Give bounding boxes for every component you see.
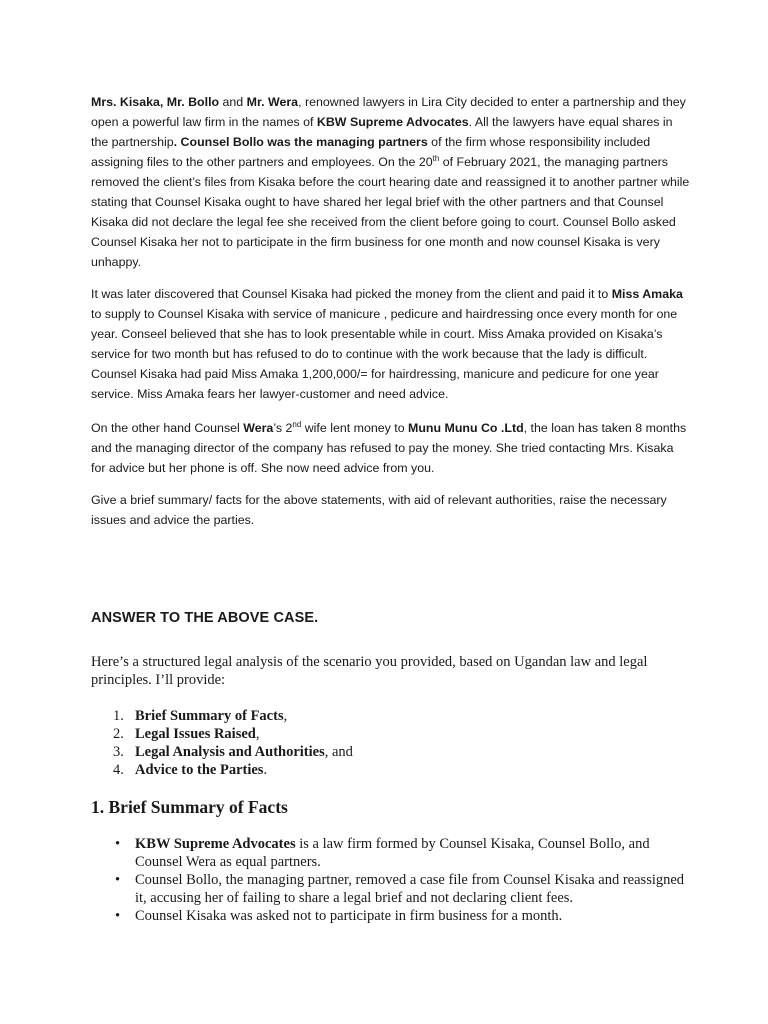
list-item: 2. Legal Issues Raised,: [113, 726, 260, 742]
summary-heading: 1. Brief Summary of Facts: [91, 797, 288, 817]
list-item: • Counsel Kisaka was asked not to participate in firm business for a month.: [115, 908, 563, 924]
bullet-icon: •: [115, 908, 121, 924]
question-paragraph-3: On the other hand Counsel Wera’s 2nd wife lent money to Munu Munu Co .Ltd, the loan has taken 8 months and the managing director of the company has refused to pay the money. She tried contacting Mrs. Kisaka for advice but her phone is off. She now need advice from you.: [91, 419, 687, 475]
bullet-icon: •: [115, 872, 121, 888]
party-name-wera-2: Wera: [243, 421, 274, 435]
bullet-icon: •: [115, 836, 121, 852]
party-name-wera: Mr. Wera: [246, 95, 299, 109]
party-name-amaka: Miss Amaka: [611, 287, 683, 301]
question-instruction: Give a brief summary/ facts for the above statements, with aid of relevant authorities, raise the necessary issues and advice the parties.: [91, 493, 667, 527]
question-paragraph-1: Mrs. Kisaka, Mr. Bollo and Mr. Wera, renowned lawyers in Lira City decided to enter a partnership and they open a powerful law firm in the names of KBW Supreme Advocates. All the lawyers have equal shares in the partnership. Counsel Bollo was the managing partners of the firm whose responsibility included assigning files to the other partners and employees. On the 20th of February 2021, the managing partners removed the client’s files from Kisaka before the court hearing date and reassigned it to another partner while stating that Counsel Kisaka ought to have shared her legal brief with the other partners and that Counsel Kisaka did not declare the legal fee she received from the client before going to court. Counsel Bollo asked Counsel Kisaka her not to participate in the firm business for one month and now counsel Kisaka is very unhappy.: [91, 95, 690, 269]
answer-intro: Here’s a structured legal analysis of the scenario you provided, based on Ugandan law and legal principles. I’ll provide:: [91, 654, 648, 688]
list-item: • Counsel Bollo, the managing partner, removed a case file from Counsel Kisaka and reassigned it, accusing her of failing to share a legal brief and not declaring client fees.: [115, 872, 685, 906]
company-name: Munu Munu Co .Ltd: [408, 421, 524, 435]
party-names: Mrs. Kisaka, Mr. Bollo: [91, 95, 220, 109]
answer-heading: ANSWER TO THE ABOVE CASE.: [91, 610, 319, 626]
managing-partner-statement: . Counsel Bollo was the managing partners: [173, 135, 428, 149]
list-item: 1. Brief Summary of Facts,: [113, 708, 288, 724]
firm-name: KBW Supreme Advocates: [316, 115, 469, 129]
summary-bullet-list: [91, 835, 691, 925]
list-item: 4. Advice to the Parties.: [113, 762, 268, 778]
list-item: 3. Legal Analysis and Authorities, and: [113, 744, 353, 760]
list-item: • KBW Supreme Advocates is a law firm formed by Counsel Kisaka, Counsel Bollo, and Counsel Wera as equal partners.: [115, 836, 650, 870]
question-paragraph-2: It was later discovered that Counsel Kisaka had picked the money from the client and paid it to Miss Amaka to supply to Counsel Kisaka with service of manicure , pedicure and hairdressing once every month for one year. Conseel believed that she has to look presentable while in court. Miss Amaka provided on Kisaka’s service for two month but has refused to do to continue with the work because that the lady is difficult. Counsel Kisaka had paid Miss Amaka 1,200,000/= for hairdressing, manicure and pedicure for one year service. Miss Amaka fears her lawyer-customer and need advice.: [91, 287, 683, 401]
answer-outline-list: [91, 707, 353, 779]
